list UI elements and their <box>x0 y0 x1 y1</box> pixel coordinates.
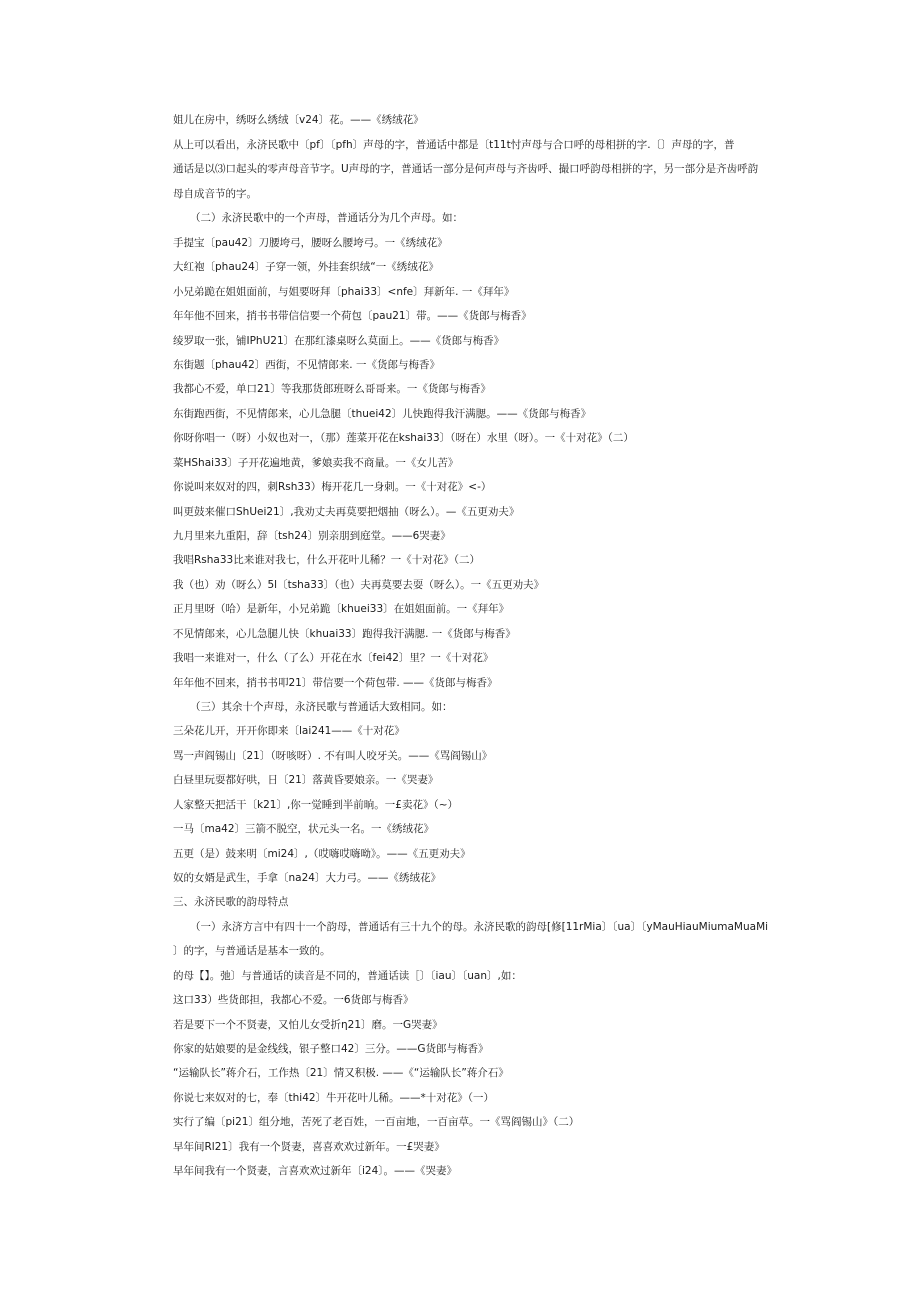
text-line: 我（也）劝（呀么）5l〔tsha33〕（也）夫再莫要去耍（呀么）。一《五更劝夫》 <box>173 579 545 591</box>
text-line: 年年他不回来，捎书书叩21〕带信要一个荷包带. ——《货郎与梅香》 <box>173 677 498 689</box>
text-line: 正月里呀（哈）是新年，小兄弟跪〔khuei33〕在姐姐面前。一《拜年》 <box>173 603 510 615</box>
text-line: 实行了编〔pi21〕组分地，苦死了老百姓，一百亩地，一百亩草。一《骂阎锡山》（二） <box>173 1116 580 1128</box>
text-line: 你呀你唱一（呀）小奴也对一，（那）莲菜开花在kshai33〕（呀在）水里（呀）。一《十对花》（二） <box>173 432 634 444</box>
text-line: 从上可以看出，永济民歌中〔pf〕〔pfh〕声母的字，普通话中都是〔t11t忖声母与合口呼的母相拼的字.〔〕声母的字，普 <box>173 139 735 151</box>
text-line: 的母【】。弛〕与普通话的读音是不同的，普通话读［〕〔iau〕〔uan〕,如： <box>173 970 522 982</box>
text-line: 叫更鼓来催口ShUei21〕,我劝丈夫再莫要把烟抽（呀么）。—《五更劝夫》 <box>173 506 520 518</box>
text-line: 你家的姑娘要的是金线线，银子整口42〕三分。——G货郎与梅香》 <box>173 1043 489 1055</box>
text-line: 手提宝〔pau42〕刀腰垮弓，腰呀么腰垮弓。一《绣绒花》 <box>173 237 448 249</box>
text-line: 早年间我有一个贤妻，言喜欢欢过新年〔i24〕。——《哭妻》 <box>173 1165 458 1177</box>
text-line: 绫罗取一张，铺IPhU21〕在那红漆桌呀么莫面上。——《货郎与梅香》 <box>173 335 505 347</box>
text-line: 姐儿在房中，绣呀么绣绒〔v24〕花。——《绣绒花》 <box>173 114 424 126</box>
section-heading: （二）永济民歌中的一个声母，普通话分为几个声母。如： <box>190 212 463 224</box>
text-line: 人家整天把活干〔k21〕,你一觉睡到半前晌。一£卖花》（~） <box>173 799 459 811</box>
text-line: 白昼里玩耍都好哄，日〔21〕落黄昏要娘亲。一《哭妻》 <box>173 774 439 786</box>
text-line: （一）永济方言中有四十一个韵母，普通话有三十九个的母。永济民歌的韵母[修[11rMia〕〔ua〕〔yMauHiauMiumaMuaMi <box>190 921 769 933</box>
text-line: 骂一声阎锡山〔21〕（呀咳呀）. 不有叫人咬牙关。——《骂阎锡山》 <box>173 750 493 762</box>
text-line: 若是要下一个不贤妻，又怕儿女受折η21〕磨。一G哭妻》 <box>173 1019 443 1031</box>
text-line: 早年间Rl21〕我有一个贤妻，喜喜欢欢过新年。一£哭妻》 <box>173 1141 445 1153</box>
text-line: 通话是以⑶口起头的零声母音节字。U声母的字，普通话一部分是何声母与齐齿呼、撮口呼韵母相拼的字，另一部分是齐齿呼韵 <box>173 163 759 175</box>
text-line: 你说七来奴对的七，奉〔thi42〕牛开花叶儿稀。——*十对花》（一） <box>173 1092 495 1104</box>
text-line: 小兄弟跪在姐姐面前，与姐要呀拜〔phai33〕<nfe〕拜新年. 一《拜年》 <box>173 286 515 298</box>
text-line: 东街跑西街，不见情郎来，心儿急腿〔thuei42〕儿快跑得我汗满腮。——《货郎与梅香》 <box>173 408 592 420</box>
text-line: 母自成音节的字。 <box>173 188 257 200</box>
text-line: 〕的字，与普通话是基本一致的。 <box>173 945 331 957</box>
text-line: 奴的女婿是武生，手拿〔na24〕大力弓。——《绣绒花》 <box>173 872 441 884</box>
text-line: 菜HShai33〕子开花遍地黄，爹娘卖我不商量。一《女儿苦》 <box>173 457 459 469</box>
text-line: 不见情郎来，心儿急腿儿快〔khuai33〕跑得我汗满腮. 一《货郎与梅香》 <box>173 628 516 640</box>
text-line: 你说叫来奴对的四，刺Rsh33）梅开花几一身刺。一《十对花》<-） <box>173 481 492 493</box>
text-line: 五更（是）鼓来明〔mi24〕,（哎嗨哎嗨呦》。——《五更劝夫》 <box>173 848 471 860</box>
text-line: 一马〔ma42〕三箭不脱空，状元头一名。一《绣绒花》 <box>173 823 435 835</box>
text-line: 这口33）些货郎担，我都心不爱。一6货郎与梅香》 <box>173 994 414 1006</box>
section-heading: （三）其余十个声母，永济民歌与普通话大致相同。如： <box>190 701 453 713</box>
text-line: “运输队长”蒋介石，工作热〔21〕情又积极. ——《“运输队长”蒋介石》 <box>173 1067 509 1079</box>
text-line: 大红袍〔phau24〕子穿一领，外挂套织绒“一《绣绒花》 <box>173 261 439 273</box>
text-line: 东街题〔phau42〕西街，不见情郎来. 一《货郎与梅香》 <box>173 359 440 371</box>
text-line: 我唱一来谁对一，什么（了么）开花在水〔fei42〕里？一《十对花》 <box>173 652 494 664</box>
text-line: 九月里来九重阳，辞〔tsh24〕别亲朋到庭堂。——6哭妻》 <box>173 530 451 542</box>
section-heading: 三、永济民歌的韵母特点 <box>173 896 289 908</box>
text-line: 三朵花儿开，开开你即来〔lai241——《十对花》 <box>173 725 405 737</box>
text-line: 我唱Rsha33比来谁对我七，什么开花叶儿稀？一《十对花》（二） <box>173 554 480 566</box>
text-line: 年年他不回来，捎书书带信信要一个荷包〔pau21〕带。——《货郎与梅香》 <box>173 310 532 322</box>
text-line: 我都心不爱，单口21〕等我那货郎班呀么哥哥来。一《货郎与梅香》 <box>173 383 491 395</box>
